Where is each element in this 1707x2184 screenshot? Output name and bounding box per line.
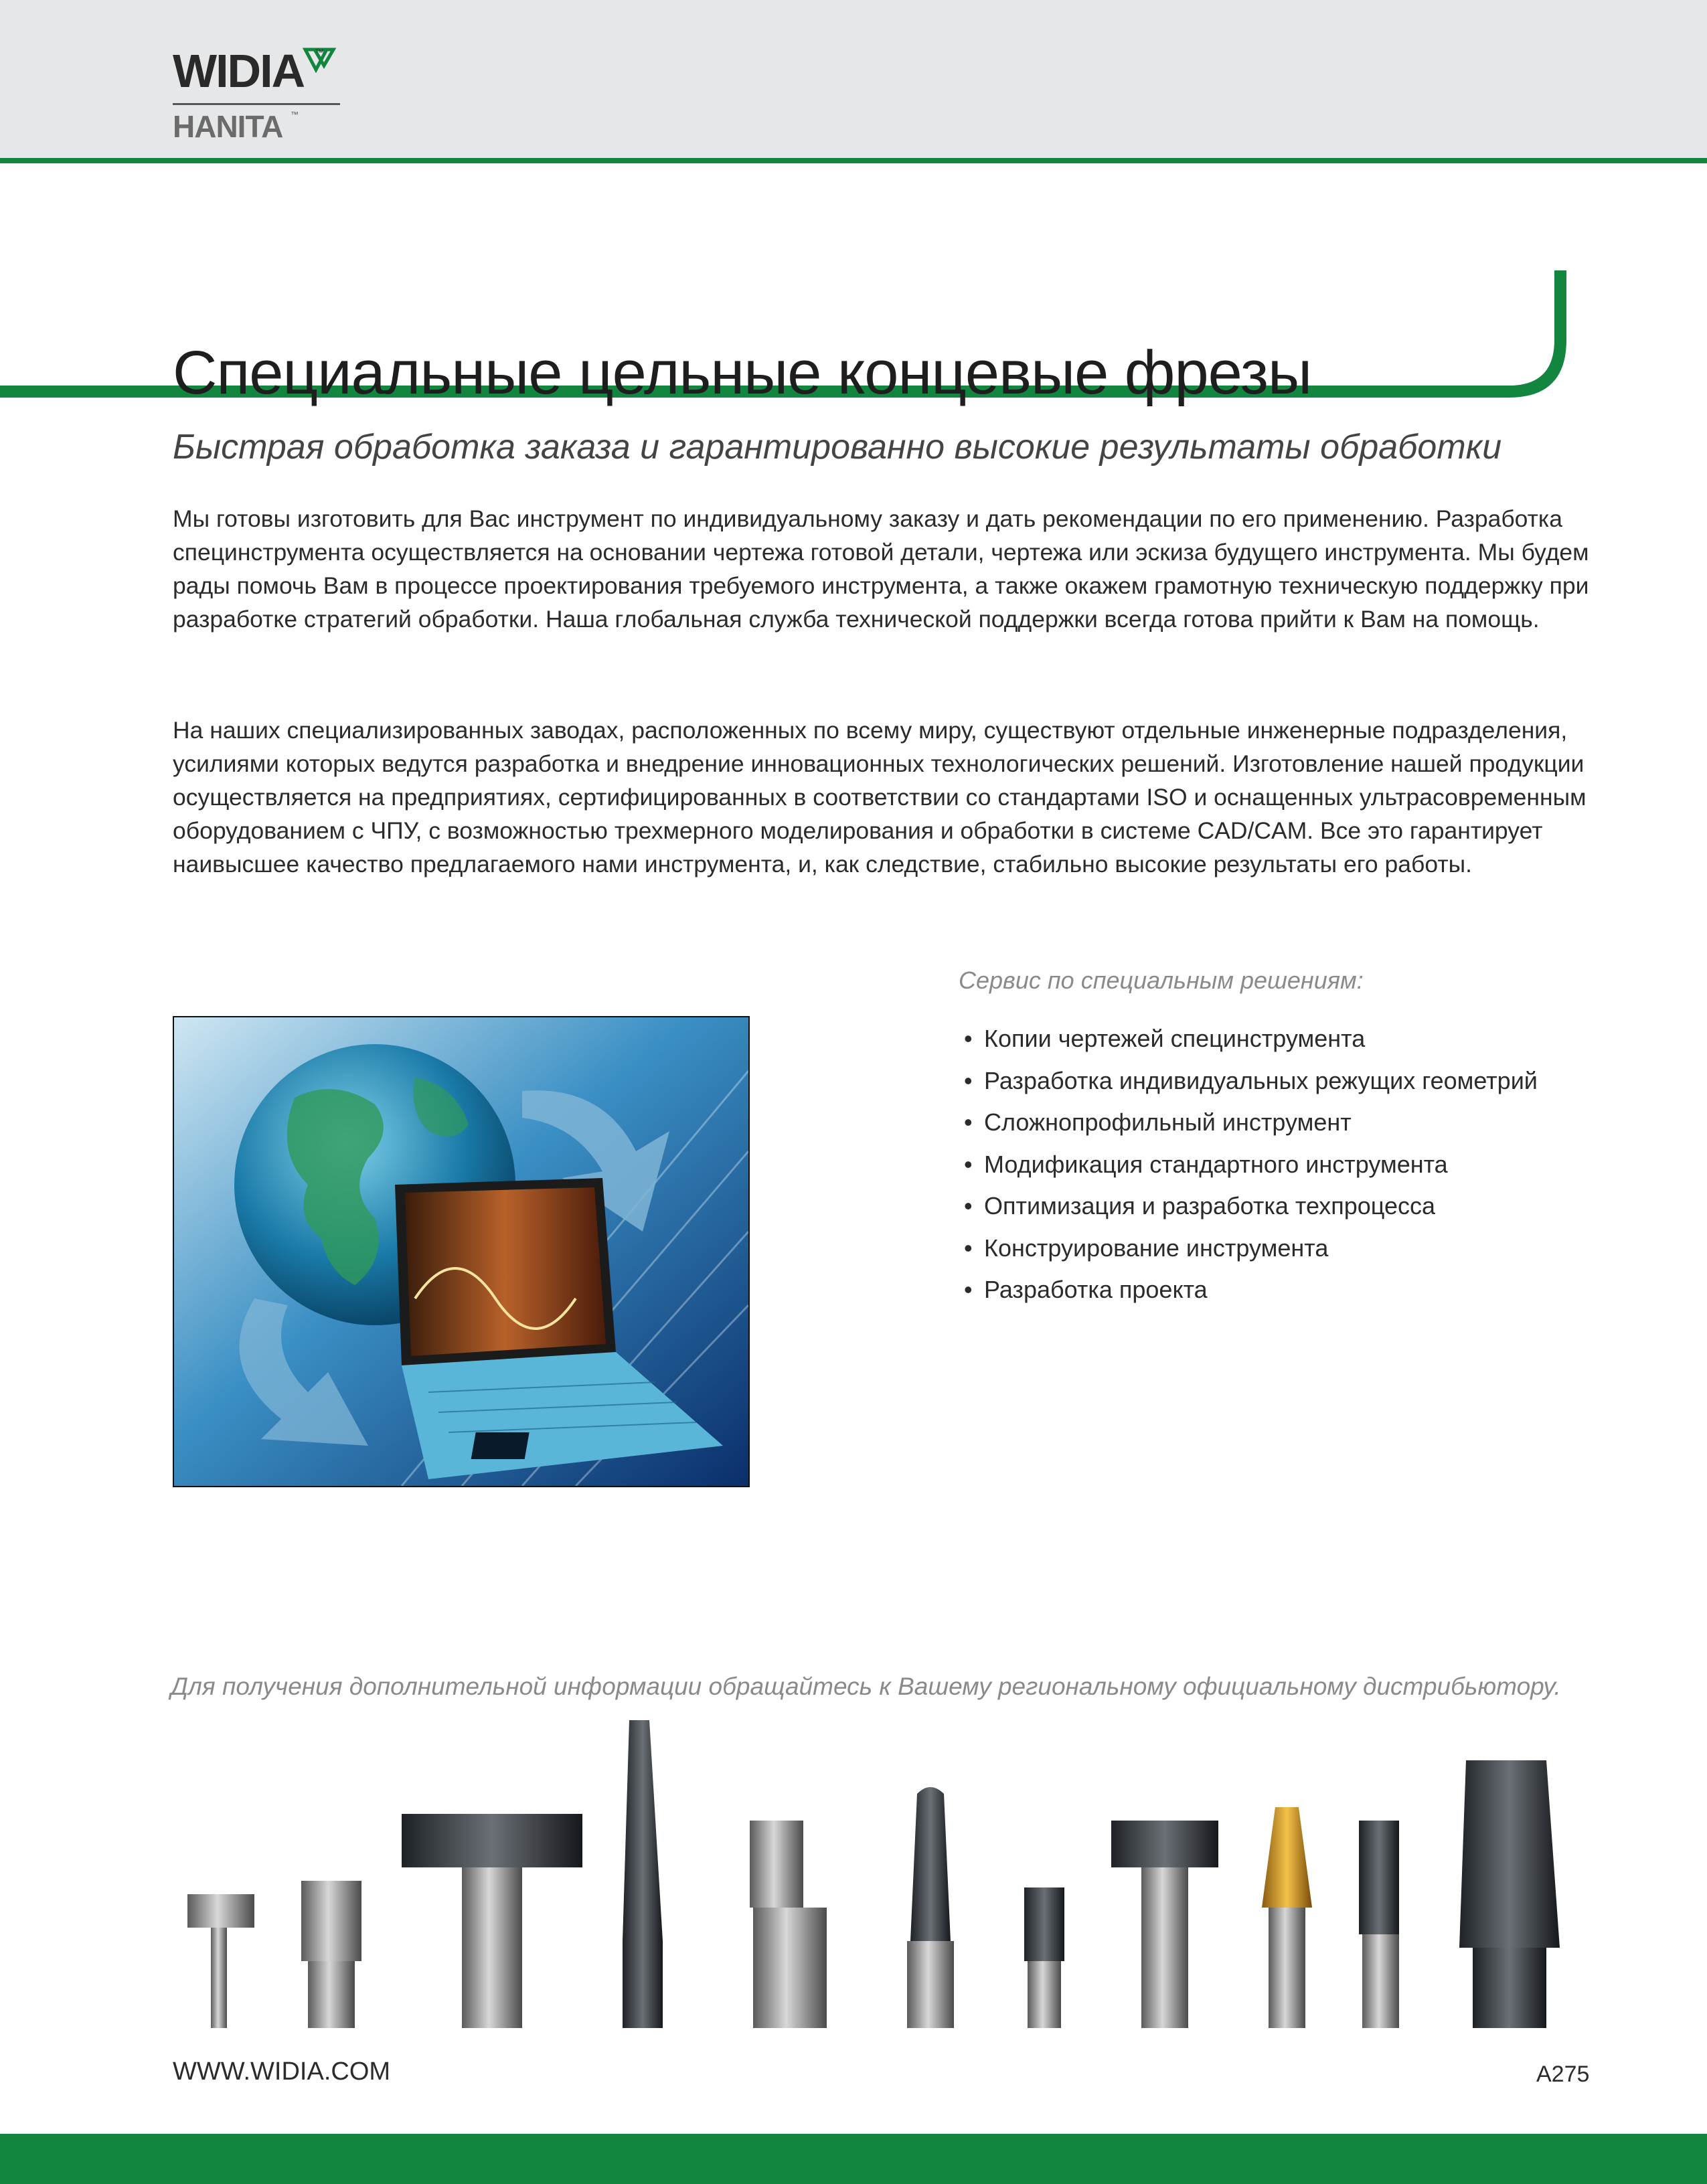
factories-paragraph: На наших специализированных заводах, расположенных по всему миру, существуют отдельные инженерные подразделения, усилиями которых ведутся разработка и внедрение инновационных технологических решений. Изготовление нашей продукции осуществляется на предприятиях, сертифицированных в соответствии со стандартами ISO и оснащенных ультрасовременным оборудованием с ЧПУ, с возможностью трехмерного моделирования и обработки в системе CAD/CAM. Все это гарантирует наивысшее качество предлагаемого нами инструмента, и, как следствие, стабильно высокие результаты его работы. — [173, 717, 1587, 877]
list-item: • Разработка индивидуальных режущих геометрий — [964, 1066, 1538, 1094]
intro-paragraph: Мы готовы изготовить для Вас инструмент по индивидуальному заказу и дать рекомендации по его применению. Разработка специнструмента осуществляется на основании чертежа готовой детали, чертежа или эскиза будущего инструмента. Мы будем рады помочь Вам в процессе проектирования требуемого инструмента, а также окажем грамотную техническую поддержку при разработке стратегий обработки. Наша глобальная служба технической поддержки всегда готова прийти к Вам на помощь. — [173, 505, 1589, 633]
list-item: • Разработка проекта — [964, 1276, 1208, 1303]
list-item: • Конструирование инструмента — [964, 1234, 1329, 1262]
page-subtitle: Быстрая обработка заказа и гарантированно высокие результаты обработки — [173, 428, 1502, 467]
website-link[interactable]: WWW.WIDIA.COM — [173, 2057, 391, 2086]
services-list — [964, 1018, 1538, 1311]
end-mills-photo — [167, 1720, 1593, 2035]
trademark-mark: ™ — [291, 110, 299, 119]
list-item: • Модификация стандартного инструмента — [964, 1150, 1448, 1178]
logo-divider — [173, 103, 340, 105]
list-item: • Копии чертежей специнструмента — [964, 1025, 1366, 1052]
footer-band — [0, 2134, 1707, 2184]
list-item: • Сложнопрофильный инструмент — [964, 1108, 1352, 1136]
distributor-note: Для получения дополнительной информации обращайтесь к Вашему региональному официальному дистрибьютору. — [171, 1673, 1561, 1700]
widia-hanita-logo[interactable] — [173, 44, 347, 145]
trademark-mark: ™ — [315, 47, 324, 58]
page-title: Специальные цельные концевые фрезы — [173, 338, 1312, 407]
logo-hanita-text: HANITA — [173, 109, 283, 144]
logo-widia-text: WIDIA — [173, 45, 305, 97]
page-number: A275 — [1536, 2062, 1590, 2087]
services-heading: Сервис по специальным решениям: — [959, 967, 1364, 994]
header-rule — [0, 158, 1707, 163]
list-item: • Оптимизация и разработка техпроцесса — [964, 1192, 1436, 1220]
globe-laptop-illustration — [174, 1017, 748, 1486]
globe-laptop-image — [173, 1016, 750, 1487]
